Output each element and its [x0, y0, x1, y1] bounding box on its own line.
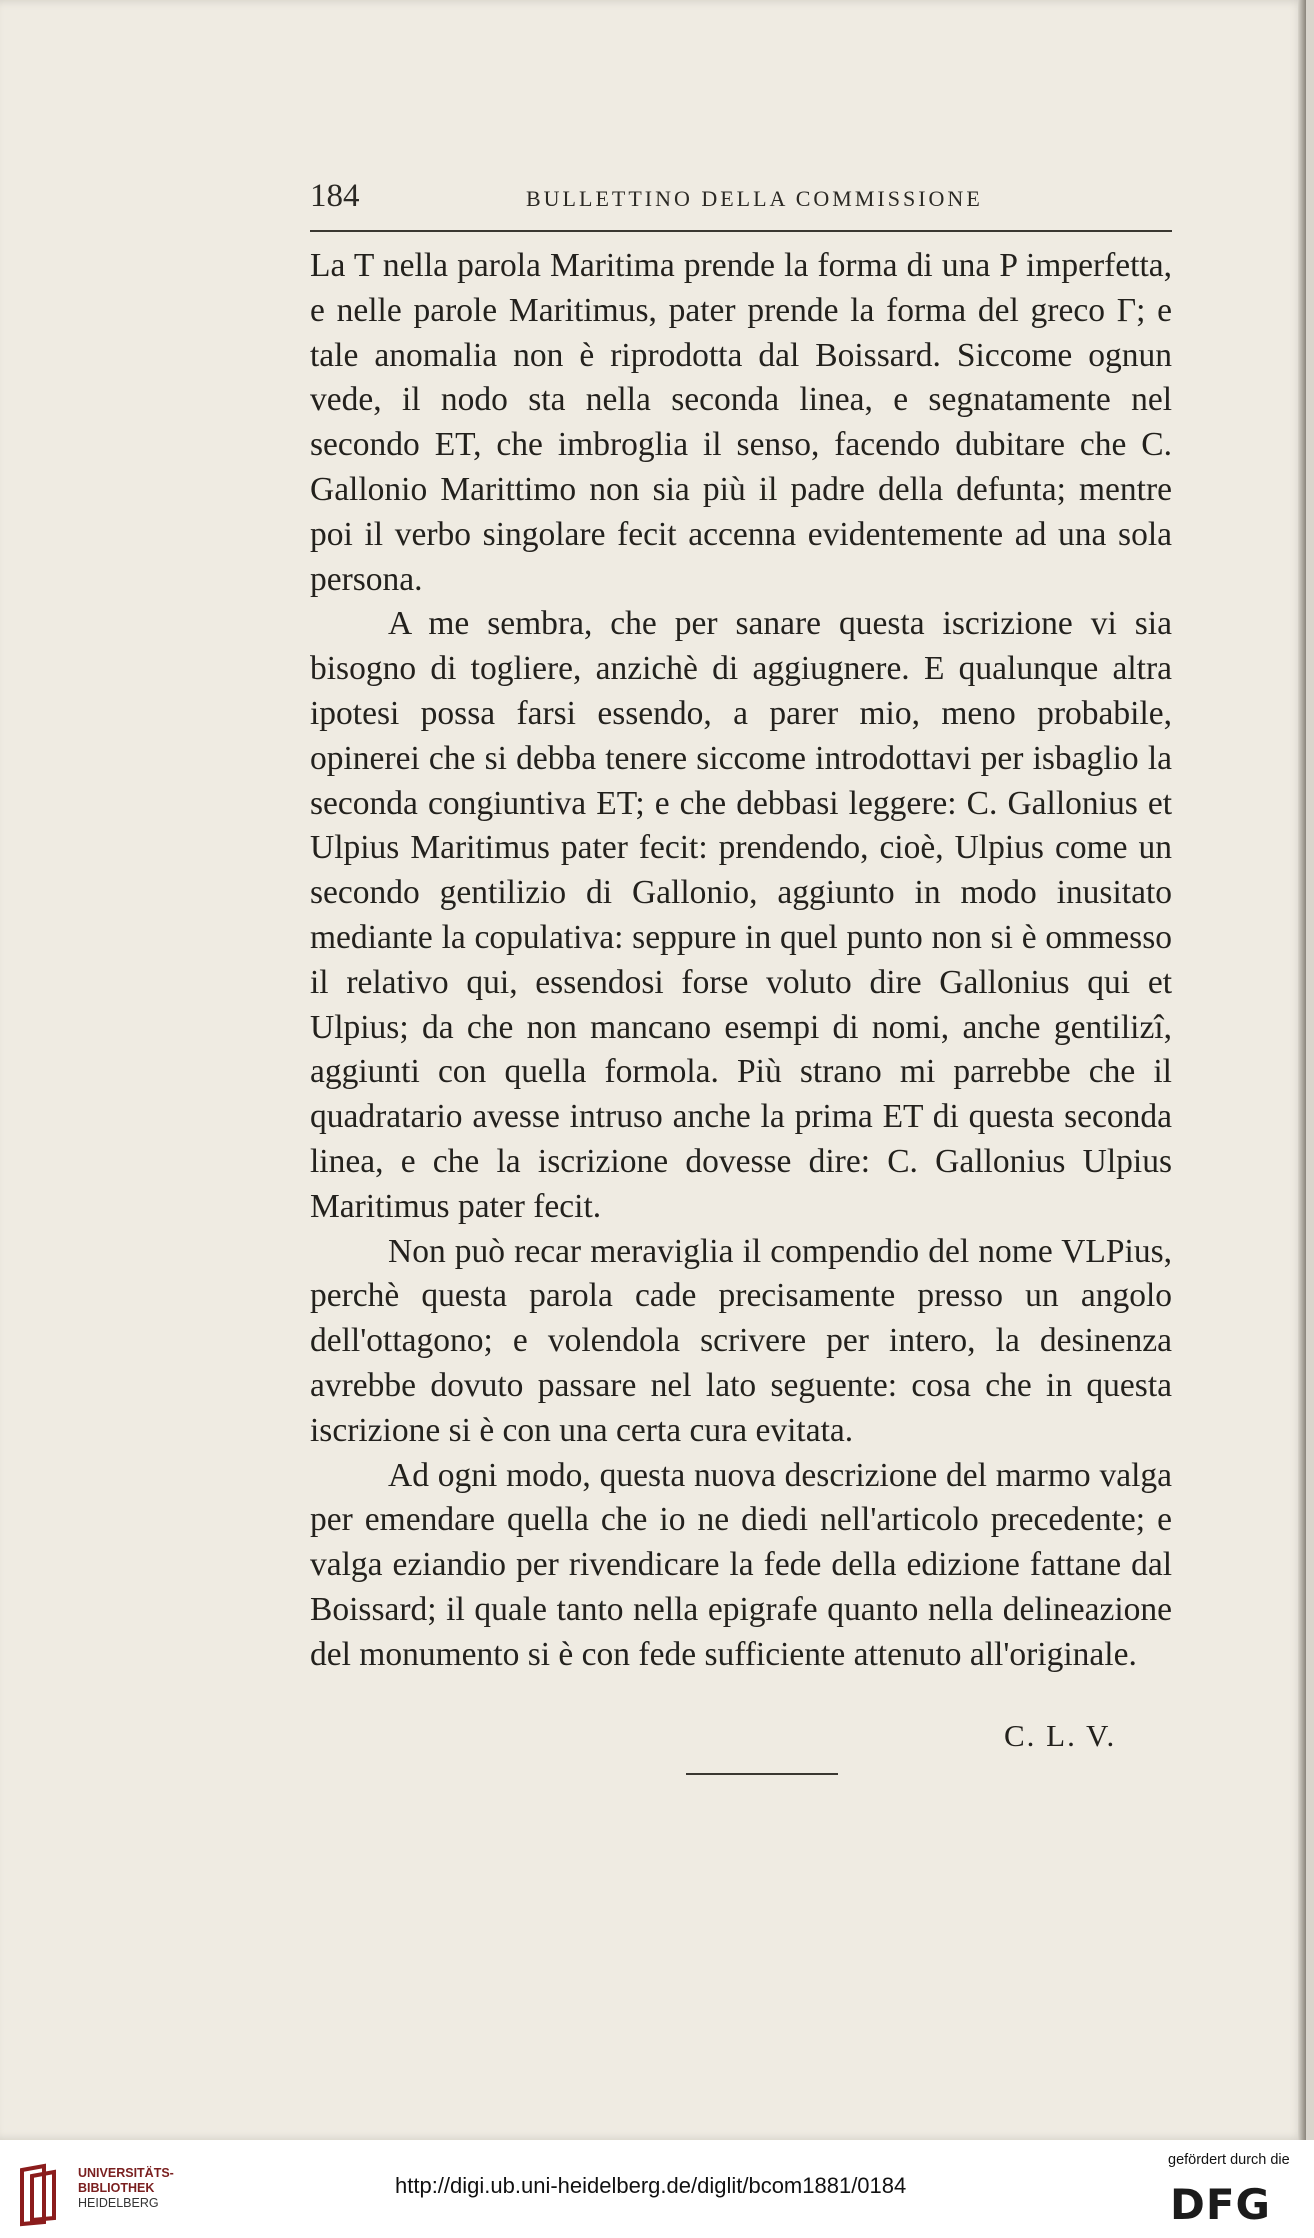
library-city: HEIDELBERG [78, 2196, 159, 2210]
permalink-url[interactable]: http://digi.ub.uni-heidelberg.de/diglit/bcom1881/0184 [395, 2173, 907, 2198]
page-header [310, 178, 1172, 218]
page-gutter-shadow [1298, 0, 1306, 2140]
library-name-line: UNIVERSITÄTS- [78, 2166, 174, 2180]
university-library-logo-icon [14, 2162, 68, 2228]
end-rule [686, 1773, 838, 1775]
paragraph: A me sembra, che per sanare questa iscrizione vi sia bisogno di togliere, anzichè di aggiugnere. E qualunque altra ipotesi possa farsi essendo, a parer mio, meno probabile, opinerei che si debba tenere siccome introdottavi per isbaglio la seconda congiuntiva ET; e che debbasi leggere: C. Gallonius et Ulpius Maritimus pater fecit: prendendo, cioè, Ulpius come un secondo gentilizio di Gallonio, aggiunto in modo inusitato mediante la copulativa: seppure in quel punto non si è ommesso il relativo qui, essendosi forse voluto dire Gallonius qui et Ulpius; da che non mancano esempi di nomi, anche gentilizî, aggiunti con quella formola. Più strano mi parrebbe che il quadratario avesse intruso anche la prima ET di questa seconda linea, e che la iscrizione dovesse dire: C. Gallonius Ulpius Maritimus pater fecit. [310, 605, 1172, 1225]
funding-note: gefördert durch die [1168, 2152, 1290, 2168]
author-initials: C. L. V. [1004, 1718, 1117, 1753]
body-text [310, 244, 1172, 1678]
running-title: BULLETTINO DELLA COMMISSIONE [526, 186, 983, 211]
library-name-line: BIBLIOTHEK [78, 2181, 155, 2195]
header-rule [310, 230, 1172, 232]
paragraph: La T nella parola Maritima prende la forma di una P imperfetta, e nelle parole Maritimus, pater prende la forma del greco Γ; e tale anomalia non è riprodotta dal Boissard. Siccome ognun vede, il nodo sta nella seconda linea, e segnatamente nel secondo ET, che imbroglia il senso, facendo dubitare che C. Gallonio Marittimo non sia più il padre della defunta; mentre poi il verbo singolare fecit accenna evidentemente ad una sola persona. [310, 247, 1172, 598]
dfg-logo: DFG [1170, 2180, 1272, 2229]
paragraph: Non può recar meraviglia il compendio del nome VLPius, perchè questa parola cade precisamente presso un angolo dell'ottagono; e volendola scrivere per intero, la desinenza avrebbe dovuto passare nel lato seguente: cosa che in questa iscrizione si è con una certa cura evitata. [310, 1232, 1172, 1449]
paragraph: Ad ogni modo, questa nuova descrizione del marmo valga per emendare quella che io ne diedi nell'articolo precedente; e valga eziandio per rivendicare la fede della edizione fattane dal Boissard; il quale tanto nella epigrafe quanto nella delineazione del monumento si è con fede sufficiente attenuto all'originale. [310, 1456, 1172, 1673]
library-name [78, 2166, 174, 2211]
digitization-footer [0, 2140, 1314, 2238]
page-number: 184 [310, 178, 360, 214]
